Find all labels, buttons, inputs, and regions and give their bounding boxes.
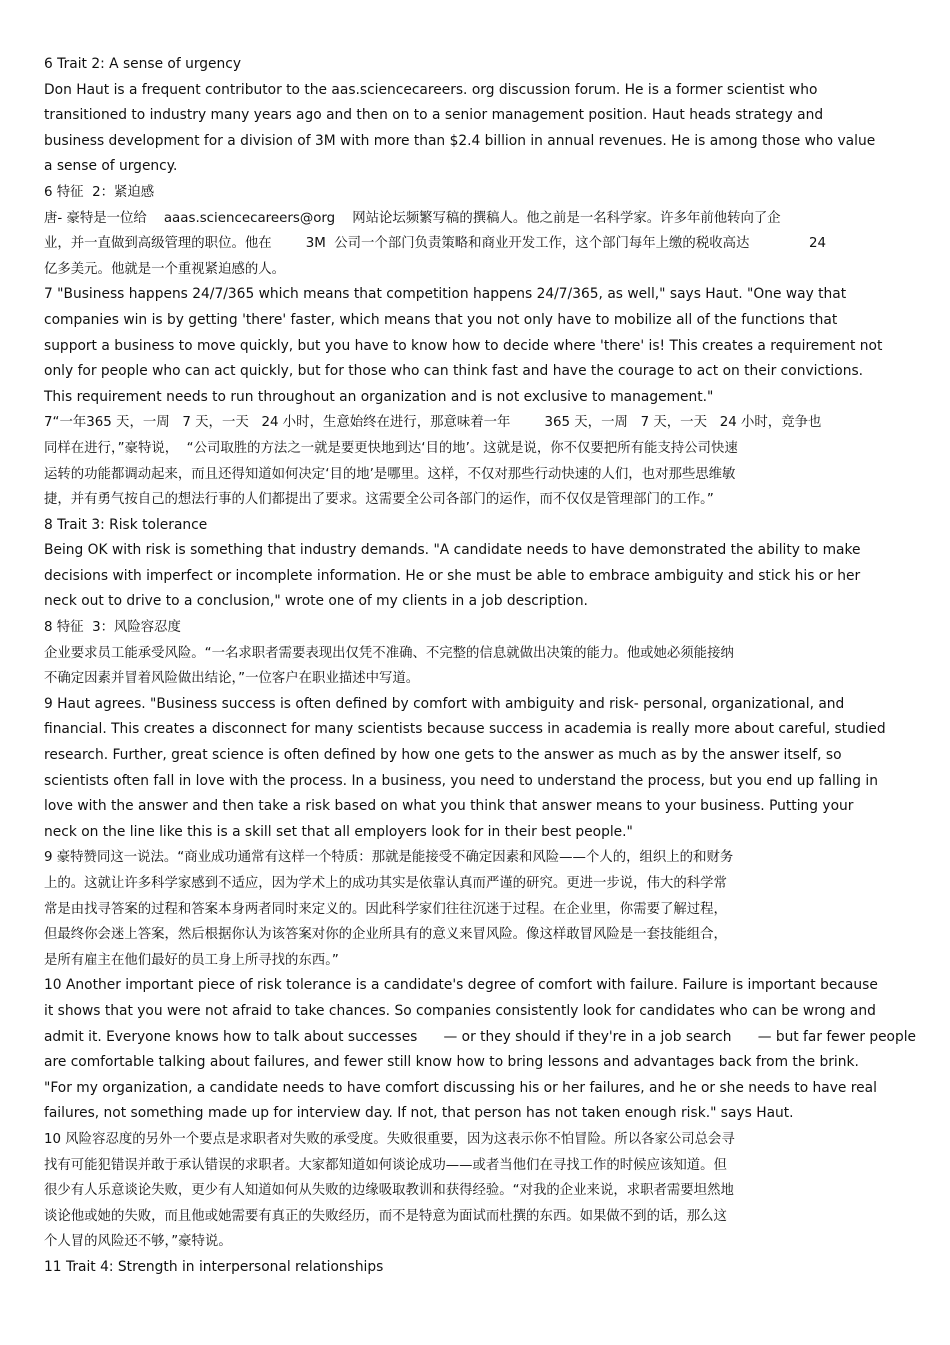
paragraph-8-line: decisions with imperfect or incomplete information. He or she must be able to embrace ambiguity and stick his or her <box>44 567 861 584</box>
paragraph-7-line: 7 "Business happens 24/7/365 which means that competition happens 24/7/365, as well," says Haut. "One way that <box>44 286 847 303</box>
paragraph-6-line: transitioned to industry many years ago and then on to a senior management position. Haut heads strategy and <box>44 107 824 124</box>
paragraph-7-zh-line: 捷，并有勇气按自己的想法行事的人们都提出了要求。这需要全公司各部门的运作，而不仅仅是管理部门的工作。” <box>44 492 714 508</box>
paragraph-10-zh-line: 个人冒的风险还不够，”豪特说。 <box>44 1234 232 1250</box>
paragraph-9-zh-line: 9 豪特赞同这一说法。“商业成功通常有这样一个特质：那就是能接受不确定因素和风险——个人的，组织上的和财务 <box>44 850 734 866</box>
paragraph-10-zh-line: 谈论他或她的失败，而且他或她需要有真正的失败经历，而不是特意为面试而杜撰的东西。如果做不到的话，那么这 <box>44 1208 727 1224</box>
paragraph-10-line: "For my organization, a candidate needs to have comfort discussing his or her failures, and he or she needs to have real <box>44 1079 877 1096</box>
paragraph-7-zh-line: 7“一年365 天，一周 7 天，一天 24 小时，生意始终在进行，那意味着一年 365 天，一周 7 天，一天 24 小时，竞争也 <box>44 415 822 431</box>
paragraph-6-line: Don Haut is a frequent contributor to the aas.sciencecareers. org discussion forum. He is a former scientist who <box>44 81 818 98</box>
paragraph-6-zh-line: 唐- 豪特是一位给 aaas.sciencecareers@org 网站论坛频繁写稿的撰稿人。他之前是一名科学家。许多年前他转向了企 <box>44 210 781 226</box>
heading-trait-2-zh: 6 特征 2：紧迫感 <box>44 184 155 200</box>
paragraph-7-zh-line: 同样在进行，”豪特说， “公司取胜的方法之一就是要更快地到达‘目的地’。这就是说，你不仅要把所有能支持公司快速 <box>44 440 738 456</box>
paragraph-6-line: a sense of urgency. <box>44 158 178 175</box>
paragraph-9-line: neck on the line like this is a skill set that all employers look for in their best people." <box>44 823 633 840</box>
paragraph-7-line: This requirement needs to run throughout an organization and is not exclusive to management." <box>44 388 714 405</box>
paragraph-9-zh-line: 常是由找寻答案的过程和答案本身两者同时来定义的。因此科学家们往往沉迷于过程。在企业里，你需要了解过程， <box>44 901 727 917</box>
heading-trait-3-zh: 8 特征 3：风险容忍度 <box>44 620 181 636</box>
paragraph-7-zh-line: 运转的功能都调动起来，而且还得知道如何决定‘目的地’是哪里。这样，不仅对那些行动快速的人们，也对那些思维敏 <box>44 466 736 482</box>
paragraph-6-line: business development for a division of 3M with more than $2.4 billion in annual revenues. He is among those who value <box>44 132 876 149</box>
paragraph-9-line: scientists often fall in love with the process. In a business, you need to understand the process, but you end up falling in <box>44 772 878 789</box>
paragraph-7-line: only for people who can act quickly, but for those who can think fast and have the courage to act on their convictions. <box>44 363 864 380</box>
paragraph-10-zh-line: 10 风险容忍度的另外一个要点是求职者对失败的承受度。失败很重要，因为这表示你不怕冒险。所以各家公司总会寻 <box>44 1131 735 1147</box>
paragraph-9-zh-line: 但最终你会迷上答案，然后根据你认为该答案对你的企业所具有的意义来冒风险。像这样敢冒风险是一套技能组合， <box>44 927 727 943</box>
heading-trait-3: 8 Trait 3: Risk tolerance <box>44 516 208 533</box>
paragraph-7-line: support a business to move quickly, but you have to know how to decide where 'there' is! This creates a requirement not <box>44 337 883 354</box>
paragraph-8-zh-line: 企业要求员工能承受风险。“一名求职者需要表现出仅凭不准确、不完整的信息就做出决策的能力。他或她必须能接纳 <box>44 645 734 661</box>
heading-trait-2: 6 Trait 2: A sense of urgency <box>44 56 242 72</box>
paragraph-9-zh-line: 是所有雇主在他们最好的员工身上所寻找的东西。” <box>44 952 339 968</box>
paragraph-6-zh-line: 业，并一直做到高级管理的职位。他在 3M 公司一个部门负责策略和商业开发工作，这个部门每年上缴的税收高达 24 <box>44 236 827 252</box>
paragraph-7-line: companies win is by getting 'there' faster, which means that you not only have to mobilize all of the functions that <box>44 311 838 328</box>
paragraph-9-line: research. Further, great science is often defined by how one gets to the answer as much as by the answer itself, so <box>44 747 842 764</box>
paragraph-9-line: love with the answer and then take a risk based on what you think that answer means to your business. Putting your <box>44 798 854 815</box>
paragraph-9-zh-line: 上的。这就让许多科学家感到不适应，因为学术上的成功其实是依靠认真而严谨的研究。更进一步说，伟大的科学常 <box>44 876 727 891</box>
heading-trait-4: 11 Trait 4: Strength in interpersonal relationships <box>44 1258 384 1275</box>
paragraph-8-zh-line: 不确定因素并冒着风险做出结论，”一位客户在职业描述中写道。 <box>44 671 420 687</box>
paragraph-10-line: 10 Another important piece of risk tolerance is a candidate's degree of comfort with failure. Failure is important because <box>44 977 878 994</box>
paragraph-9-line: financial. This creates a disconnect for many scientists because success in academia is really more about careful, studied <box>44 721 886 738</box>
paragraph-10-zh-line: 找有可能犯错误并敢于承认错误的求职者。大家都知道如何谈论成功——或者当他们在寻找工作的时候应该知道。但 <box>44 1157 727 1173</box>
paragraph-10-zh-line: 很少有人乐意谈论失败，更少有人知道如何从失败的边缘吸取教训和获得经验。“对我的企业来说，求职者需要坦然地 <box>44 1183 734 1199</box>
paragraph-9-line: 9 Haut agrees. "Business success is often defined by comfort with ambiguity and risk- personal, organizational, and <box>44 695 845 712</box>
document-body <box>44 52 916 1281</box>
paragraph-10-line: are comfortable talking about failures, and fewer still know how to bring lessons and advantages back from the brink. <box>44 1054 859 1071</box>
paragraph-8-line: neck out to drive to a conclusion," wrote one of my clients in a job description. <box>44 593 588 610</box>
paragraph-10-line: failures, not something made up for interview day. If not, that person has not taken enough risk." says Haut. <box>44 1105 794 1122</box>
paragraph-10-line: admit it. Everyone knows how to talk about successes — or they should if they're in a job search — but far fewer people <box>44 1028 916 1045</box>
paragraph-6-zh-line: 亿多美元。他就是一个重视紧迫感的人。 <box>44 261 286 277</box>
paragraph-8-line: Being OK with risk is something that industry demands. "A candidate needs to have demonstrated the ability to make <box>44 542 861 559</box>
paragraph-10-line: it shows that you were not afraid to take chances. So companies consistently look for candidates who can be wrong and <box>44 1002 876 1019</box>
